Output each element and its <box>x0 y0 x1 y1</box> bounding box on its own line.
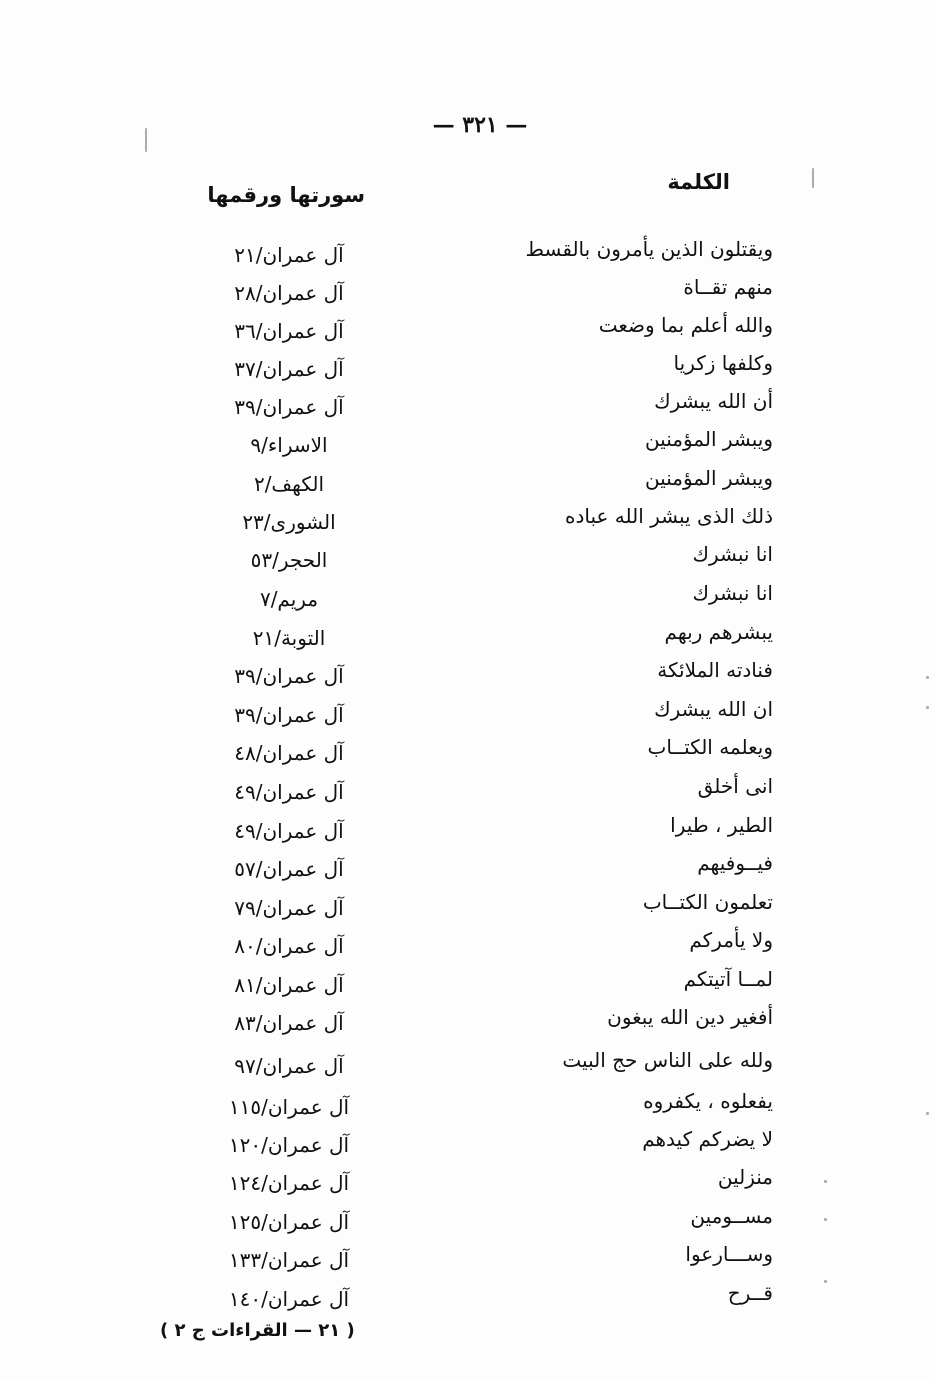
word-text: انا نبشرك <box>692 542 773 566</box>
word-text: منزلين <box>717 1165 773 1189</box>
surah-reference: آل عمران/٧٩ <box>234 896 344 920</box>
surah-reference: التوبة/٢١ <box>252 626 326 650</box>
list-item <box>0 1045 935 1083</box>
column-header-surah: سورتها ورقمها <box>207 183 365 207</box>
surah-reference: الحجر/٥٣ <box>250 548 328 572</box>
list-item <box>0 1239 935 1277</box>
list-item <box>0 501 935 539</box>
page-number: — ٣٢١ — <box>432 112 528 138</box>
word-text: فنادته الملائكة <box>657 658 773 682</box>
word-text: ولا يأمركم <box>689 928 773 952</box>
word-text: يبشرهم ربهم <box>664 620 773 644</box>
surah-reference: آل عمران/١٢٠ <box>228 1133 350 1157</box>
scan-speck <box>145 128 147 152</box>
scan-speck <box>926 676 929 679</box>
list-item <box>0 848 935 886</box>
list-item <box>0 234 935 272</box>
surah-reference: آل عمران/٤٩ <box>234 780 344 804</box>
word-text: أن الله يبشرك <box>654 389 773 413</box>
surah-reference: آل عمران/٢٨ <box>234 281 344 305</box>
word-text: يفعلوه ، يكفروه <box>643 1089 773 1113</box>
list-item <box>0 771 935 809</box>
list-item <box>0 424 935 462</box>
word-text: مســومين <box>690 1204 773 1228</box>
word-text: منهم تقــاة <box>683 275 773 299</box>
surah-reference: آل عمران/٣٩ <box>234 664 344 688</box>
list-item <box>0 655 935 693</box>
word-text: الطير ، طيرا <box>670 813 773 837</box>
word-text: لمــا آتيتكم <box>683 967 773 991</box>
word-text: ويبشر المؤمنين <box>644 466 773 490</box>
list-item <box>0 1162 935 1200</box>
list-item <box>0 810 935 848</box>
surah-reference: آل عمران/٢١ <box>234 243 344 267</box>
word-text: انا نبشرك <box>692 581 773 605</box>
list-item <box>0 617 935 655</box>
list-item <box>0 887 935 925</box>
word-text: وســـارعوا <box>685 1242 773 1266</box>
word-text: وكلفها زكريا <box>673 351 773 375</box>
word-text: لا يضركم كيدهم <box>642 1127 773 1151</box>
word-text: ان الله يبشرك <box>654 697 773 721</box>
surah-reference: آل عمران/٨٣ <box>234 1011 344 1035</box>
list-item <box>0 1278 935 1316</box>
list-item <box>0 694 935 732</box>
list-item <box>0 964 935 1002</box>
surah-reference: آل عمران/٨٠ <box>234 934 344 958</box>
scan-speck <box>812 168 814 188</box>
word-text: ويعلمه الكتــاب <box>647 735 773 759</box>
word-text: تعلمون الكتــاب <box>642 890 773 914</box>
surah-reference: آل عمران/١٢٤ <box>228 1171 350 1195</box>
list-item <box>0 732 935 770</box>
surah-reference: آل عمران/٣٧ <box>234 357 344 381</box>
surah-reference: آل عمران/٩٧ <box>234 1054 344 1078</box>
surah-reference: آل عمران/١٣٣ <box>228 1248 350 1272</box>
surah-reference: مريم/٧ <box>259 587 319 611</box>
surah-reference: آل عمران/٣٦ <box>234 319 344 343</box>
list-item <box>0 1086 935 1124</box>
surah-reference: الشورى/٢٣ <box>242 510 336 534</box>
list-item <box>0 1201 935 1239</box>
list-item <box>0 539 935 577</box>
word-text: ذلك الذى يبشر الله عباده <box>564 504 773 528</box>
list-item <box>0 272 935 310</box>
scan-speck <box>824 1218 827 1221</box>
surah-reference: آل عمران/٨١ <box>234 973 344 997</box>
surah-reference: الكهف/٢ <box>253 472 325 496</box>
word-text: والله أعلم بما وضعت <box>598 313 773 337</box>
list-item <box>0 386 935 424</box>
surah-reference: آل عمران/٥٧ <box>234 857 344 881</box>
surah-reference: آل عمران/١١٥ <box>228 1095 350 1119</box>
list-item <box>0 925 935 963</box>
scan-speck <box>824 1180 827 1183</box>
page-footer: ( ٢١ — القراءات ج ٢ ) <box>160 1320 355 1341</box>
surah-reference: الاسراء/٩ <box>250 433 328 457</box>
scan-speck <box>824 1280 827 1283</box>
surah-reference: آل عمران/١٢٥ <box>228 1210 350 1234</box>
list-item <box>0 348 935 386</box>
surah-reference: آل عمران/٤٩ <box>234 819 344 843</box>
list-item <box>0 1124 935 1162</box>
surah-reference: آل عمران/٣٩ <box>234 395 344 419</box>
list-item <box>0 1002 935 1040</box>
word-text: ويقتلون الذين يأمرون بالقسط <box>525 237 773 261</box>
list-item <box>0 463 935 501</box>
word-text: ويبشر المؤمنين <box>644 427 773 451</box>
scan-speck <box>926 706 929 709</box>
list-item <box>0 310 935 348</box>
scan-speck <box>926 1112 929 1115</box>
surah-reference: آل عمران/٤٨ <box>234 741 344 765</box>
word-text: ولله على الناس حج البيت <box>562 1048 773 1072</box>
word-text: أفغير دين الله يبغون <box>607 1005 773 1029</box>
surah-reference: آل عمران/١٤٠ <box>228 1287 350 1311</box>
column-header-word: الكلمة <box>667 170 730 194</box>
word-text: انى أخلق <box>697 774 773 798</box>
word-text: فيــوفيهم <box>697 851 773 875</box>
list-item <box>0 578 935 616</box>
word-text: قــرح <box>727 1281 773 1305</box>
surah-reference: آل عمران/٣٩ <box>234 703 344 727</box>
